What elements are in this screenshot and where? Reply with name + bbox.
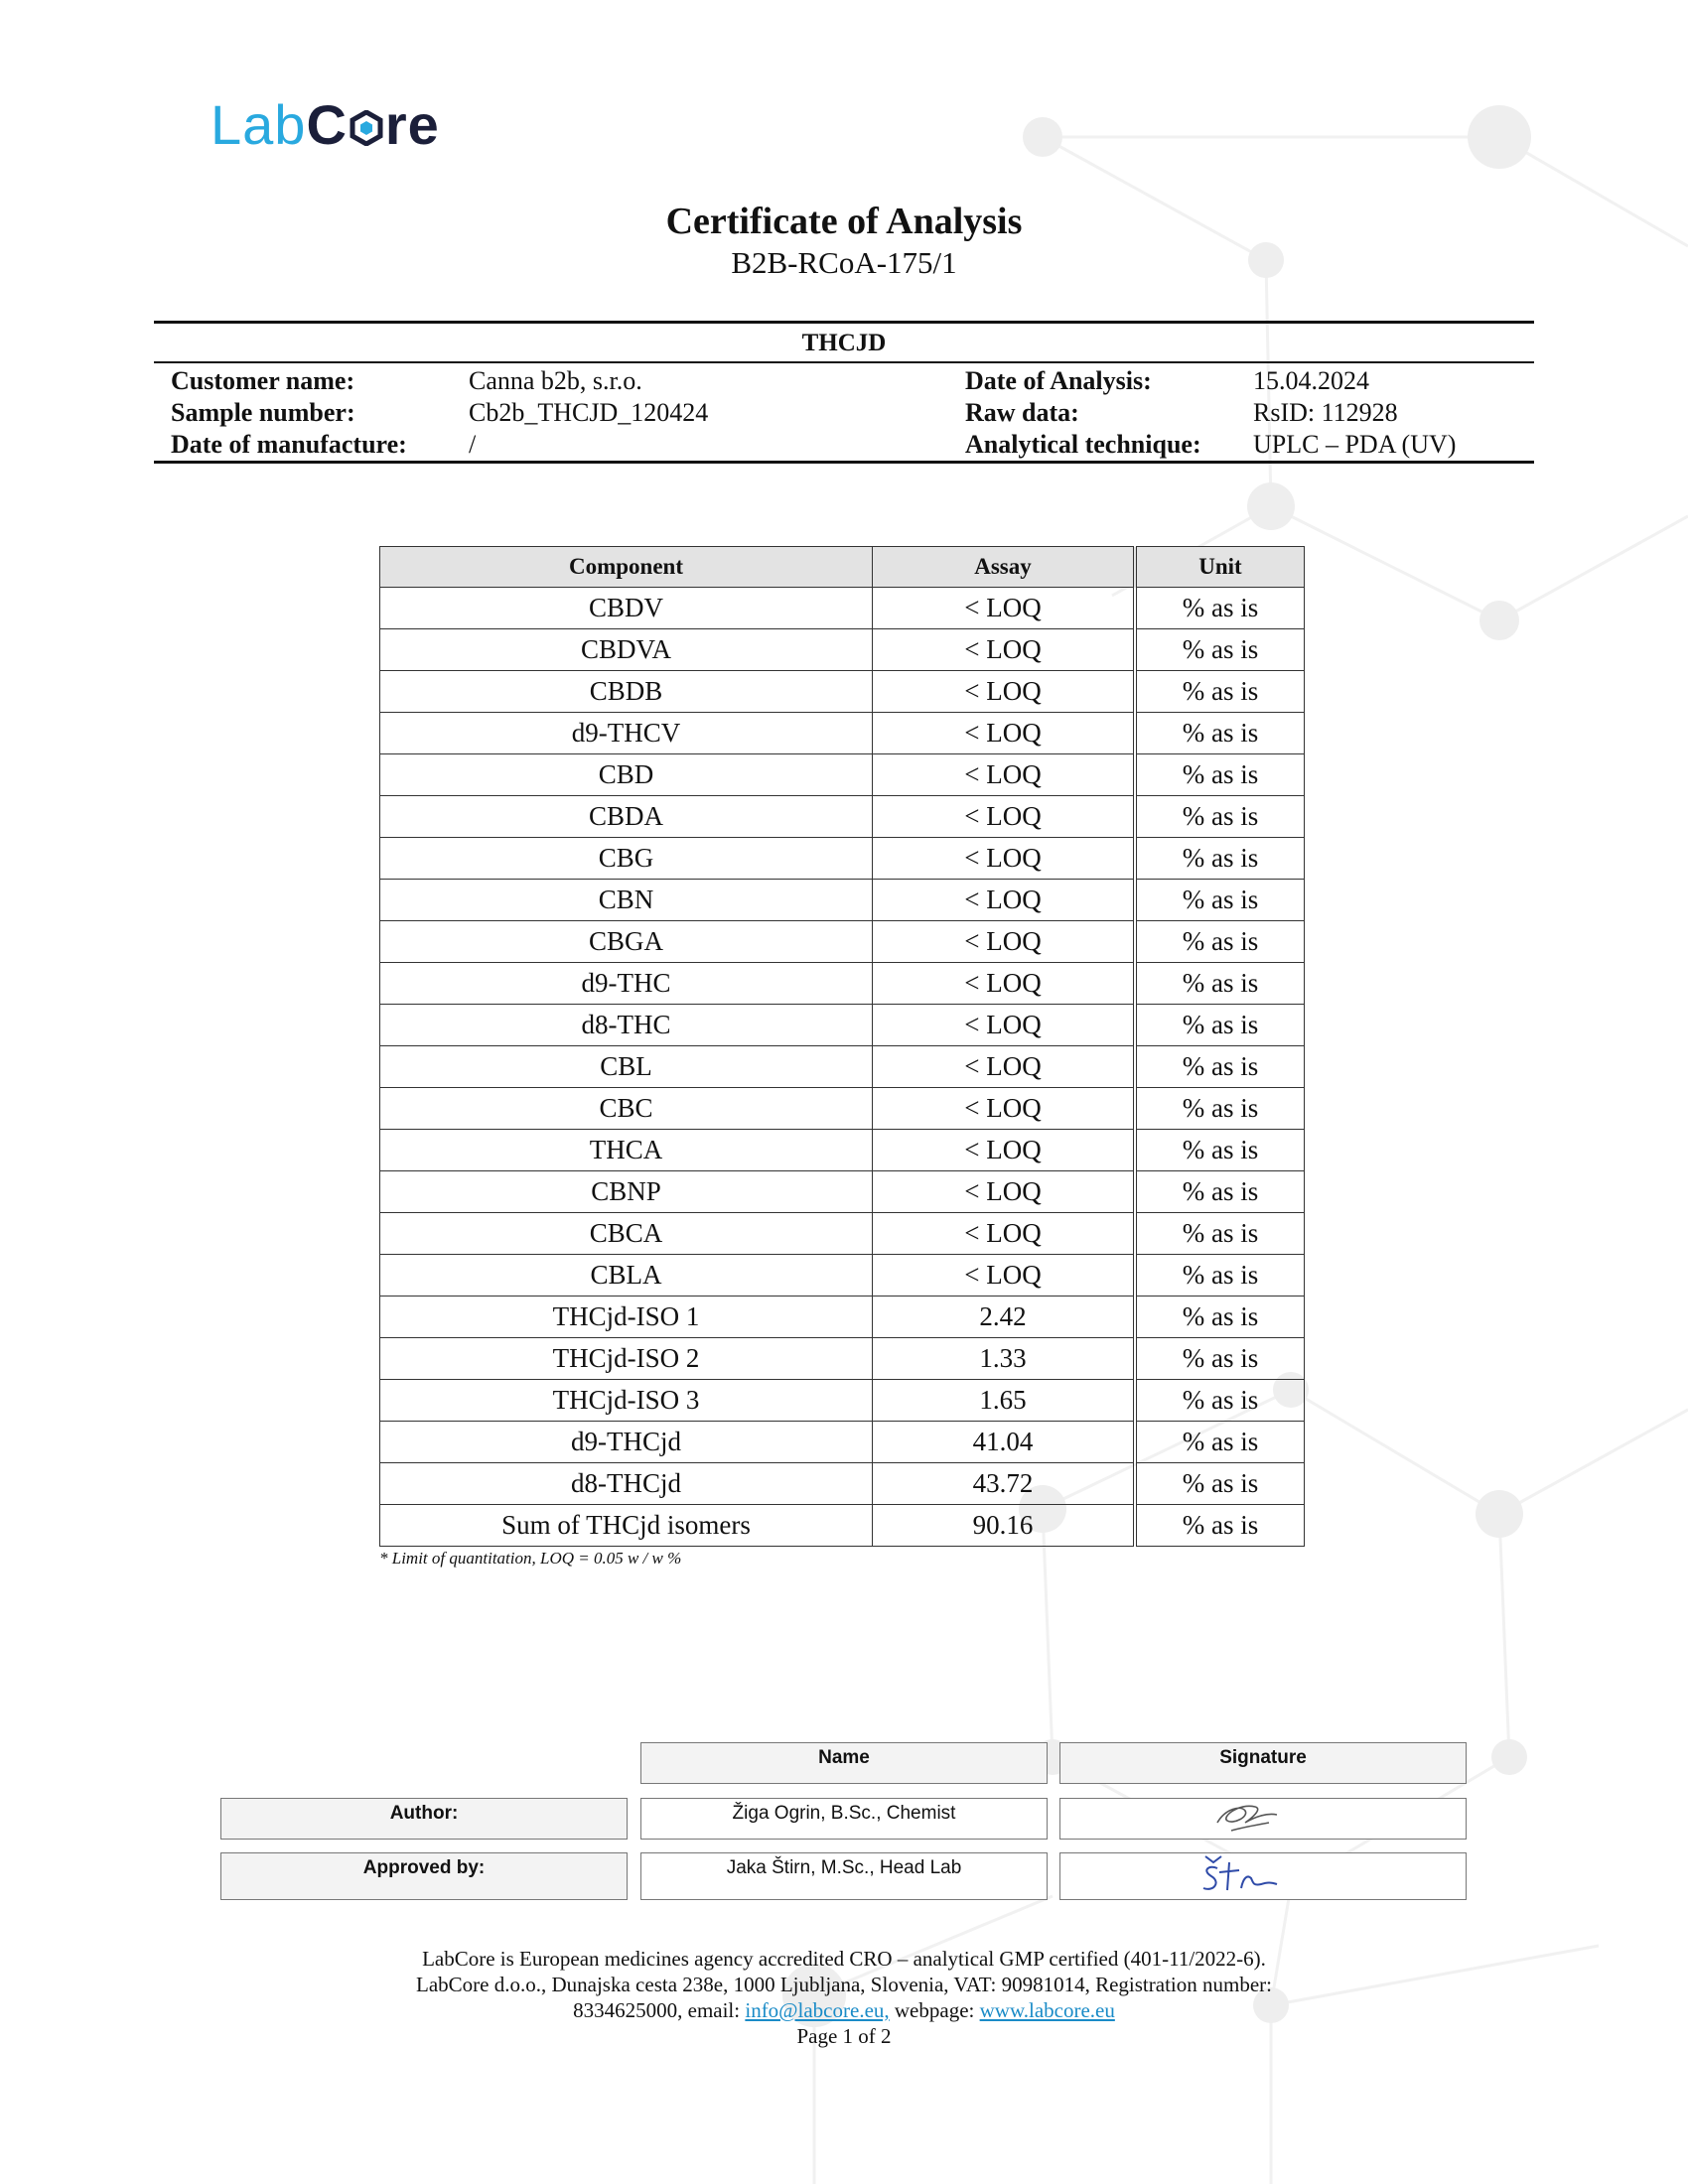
- component-cell: CBDV: [380, 588, 873, 629]
- approved-label: Approved by:: [220, 1852, 628, 1900]
- result-row: [380, 1213, 1305, 1255]
- info-grid: [154, 363, 1534, 461]
- component-cell: CBDA: [380, 796, 873, 838]
- component-cell: THCjd-ISO 2: [380, 1338, 873, 1380]
- result-row: [380, 1171, 1305, 1213]
- assay-cell: 2.42: [873, 1297, 1136, 1338]
- unit-cell: % as is: [1135, 1171, 1305, 1213]
- result-row: [380, 838, 1305, 880]
- sample-number-value: Cb2b_THCJD_120424: [469, 398, 709, 427]
- raw-data-value: RsID: 112928: [1253, 398, 1398, 427]
- assay-cell: 90.16: [873, 1505, 1136, 1547]
- footer: [0, 1946, 1688, 2049]
- date-analysis-value: 15.04.2024: [1253, 366, 1369, 395]
- unit-cell: % as is: [1135, 1130, 1305, 1171]
- sample-number-label: Sample number:: [171, 398, 355, 427]
- product-name: THCJD: [801, 330, 887, 356]
- date-manufacture-value: /: [469, 430, 477, 459]
- assay-cell: < LOQ: [873, 838, 1136, 880]
- component-cell: d9-THCjd: [380, 1422, 873, 1463]
- result-row: [380, 1422, 1305, 1463]
- assay-cell: < LOQ: [873, 1088, 1136, 1130]
- author-signature-icon: [1211, 1797, 1291, 1841]
- assay-cell: < LOQ: [873, 1046, 1136, 1088]
- assay-cell: < LOQ: [873, 754, 1136, 796]
- assay-cell: < LOQ: [873, 588, 1136, 629]
- component-cell: CBNP: [380, 1171, 873, 1213]
- unit-cell: % as is: [1135, 1046, 1305, 1088]
- result-row: [380, 963, 1305, 1005]
- result-row: [380, 796, 1305, 838]
- footer-registration: 8334625000, email:: [573, 1998, 741, 2022]
- result-row: [380, 1088, 1305, 1130]
- assay-cell: < LOQ: [873, 629, 1136, 671]
- results-body: [380, 588, 1305, 1547]
- assay-cell: < LOQ: [873, 921, 1136, 963]
- customer-name-value: Canna b2b, s.r.o.: [469, 366, 642, 395]
- unit-cell: % as is: [1135, 838, 1305, 880]
- component-cell: d8-THCjd: [380, 1463, 873, 1505]
- assay-cell: 41.04: [873, 1422, 1136, 1463]
- name-column-header: Name: [640, 1742, 1048, 1784]
- assay-cell: 43.72: [873, 1463, 1136, 1505]
- raw-data-label: Raw data:: [965, 398, 1079, 427]
- unit-cell: % as is: [1135, 921, 1305, 963]
- sample-info: [154, 321, 1534, 464]
- unit-cell: % as is: [1135, 1255, 1305, 1297]
- component-cell: CBL: [380, 1046, 873, 1088]
- assay-cell: 1.33: [873, 1338, 1136, 1380]
- component-cell: CBGA: [380, 921, 873, 963]
- footer-webpage-label: webpage:: [894, 1998, 975, 2022]
- unit-cell: % as is: [1135, 963, 1305, 1005]
- author-label: Author:: [220, 1798, 628, 1840]
- assay-cell: 1.65: [873, 1380, 1136, 1422]
- unit-cell: % as is: [1135, 880, 1305, 921]
- unit-cell: % as is: [1135, 754, 1305, 796]
- footer-address: LabCore d.o.o., Dunajska cesta 238e, 1000 Ljubljana, Slovenia, VAT: 90981014, Registration number:: [416, 1973, 1272, 1996]
- results-table: [379, 546, 1305, 1547]
- unit-cell: % as is: [1135, 1338, 1305, 1380]
- divider: [154, 461, 1534, 464]
- component-cell: THCjd-ISO 1: [380, 1297, 873, 1338]
- unit-cell: % as is: [1135, 1422, 1305, 1463]
- unit-cell: % as is: [1135, 1380, 1305, 1422]
- assay-cell: < LOQ: [873, 1213, 1136, 1255]
- document-number: B2B-RCoA-175/1: [731, 245, 957, 280]
- component-cell: d9-THCV: [380, 713, 873, 754]
- technique-value: UPLC – PDA (UV): [1253, 430, 1457, 459]
- component-cell: THCjd-ISO 3: [380, 1380, 873, 1422]
- signature-column-header: Signature: [1059, 1742, 1467, 1784]
- unit-cell: % as is: [1135, 1505, 1305, 1547]
- unit-cell: % as is: [1135, 588, 1305, 629]
- result-row: [380, 1380, 1305, 1422]
- result-row: [380, 880, 1305, 921]
- unit-cell: % as is: [1135, 1213, 1305, 1255]
- component-cell: CBDVA: [380, 629, 873, 671]
- loq-footnote: * Limit of quantitation, LOQ = 0.05 w / w %: [379, 1549, 682, 1568]
- assay-cell: < LOQ: [873, 713, 1136, 754]
- email-link[interactable]: info@labcore.eu,: [745, 1998, 890, 2022]
- assay-cell: < LOQ: [873, 1005, 1136, 1046]
- result-row: [380, 588, 1305, 629]
- hexagon-logo-icon: [349, 110, 384, 146]
- title-block: [0, 199, 1688, 282]
- unit-cell: % as is: [1135, 1463, 1305, 1505]
- customer-name-label: Customer name:: [171, 366, 355, 395]
- result-row: [380, 1130, 1305, 1171]
- component-cell: CBDB: [380, 671, 873, 713]
- document-title: Certificate of Analysis: [665, 201, 1023, 242]
- component-cell: CBG: [380, 838, 873, 880]
- unit-cell: % as is: [1135, 1297, 1305, 1338]
- result-row: [380, 713, 1305, 754]
- unit-cell: % as is: [1135, 796, 1305, 838]
- assay-cell: < LOQ: [873, 1171, 1136, 1213]
- result-row: [380, 1255, 1305, 1297]
- component-cell: d8-THC: [380, 1005, 873, 1046]
- component-cell: CBD: [380, 754, 873, 796]
- footer-accreditation: LabCore is European medicines agency accredited CRO – analytical GMP certified (401-11/2022-6).: [422, 1947, 1266, 1971]
- result-row: [380, 1297, 1305, 1338]
- result-row: [380, 1463, 1305, 1505]
- result-row: [380, 754, 1305, 796]
- assay-cell: < LOQ: [873, 1255, 1136, 1297]
- result-row: [380, 671, 1305, 713]
- labcore-logo: LabC re: [211, 93, 440, 156]
- component-cell: THCA: [380, 1130, 873, 1171]
- unit-cell: % as is: [1135, 629, 1305, 671]
- result-row: [380, 921, 1305, 963]
- component-cell: CBCA: [380, 1213, 873, 1255]
- footer-contact: [0, 1997, 1688, 2023]
- component-cell: CBLA: [380, 1255, 873, 1297]
- page-number: Page 1 of 2: [796, 2024, 892, 2048]
- unit-cell: % as is: [1135, 713, 1305, 754]
- component-cell: d9-THC: [380, 963, 873, 1005]
- unit-cell: % as is: [1135, 1005, 1305, 1046]
- assay-cell: < LOQ: [873, 671, 1136, 713]
- unit-cell: % as is: [1135, 671, 1305, 713]
- results-section: [379, 546, 1305, 1569]
- assay-cell: < LOQ: [873, 880, 1136, 921]
- result-row: [380, 1005, 1305, 1046]
- technique-label: Analytical technique:: [965, 430, 1201, 459]
- result-row: [380, 1338, 1305, 1380]
- date-manufacture-label: Date of manufacture:: [171, 430, 407, 459]
- website-link[interactable]: www.labcore.eu: [979, 1998, 1115, 2022]
- author-name: Žiga Ogrin, B.Sc., Chemist: [640, 1798, 1048, 1840]
- result-row: [380, 1046, 1305, 1088]
- assay-cell: < LOQ: [873, 1130, 1136, 1171]
- unit-header: Unit: [1135, 547, 1305, 588]
- component-cell: CBC: [380, 1088, 873, 1130]
- assay-cell: < LOQ: [873, 963, 1136, 1005]
- approved-signature-icon: [1192, 1848, 1301, 1900]
- approved-name: Jaka Štirn, M.Sc., Head Lab: [640, 1852, 1048, 1900]
- unit-cell: % as is: [1135, 1088, 1305, 1130]
- component-cell: CBN: [380, 880, 873, 921]
- component-cell: Sum of THCjd isomers: [380, 1505, 873, 1547]
- result-row: [380, 1505, 1305, 1547]
- result-row: [380, 629, 1305, 671]
- assay-header: Assay: [873, 547, 1136, 588]
- component-header: Component: [380, 547, 873, 588]
- date-analysis-label: Date of Analysis:: [965, 366, 1152, 395]
- assay-cell: < LOQ: [873, 796, 1136, 838]
- results-header-row: [380, 547, 1305, 588]
